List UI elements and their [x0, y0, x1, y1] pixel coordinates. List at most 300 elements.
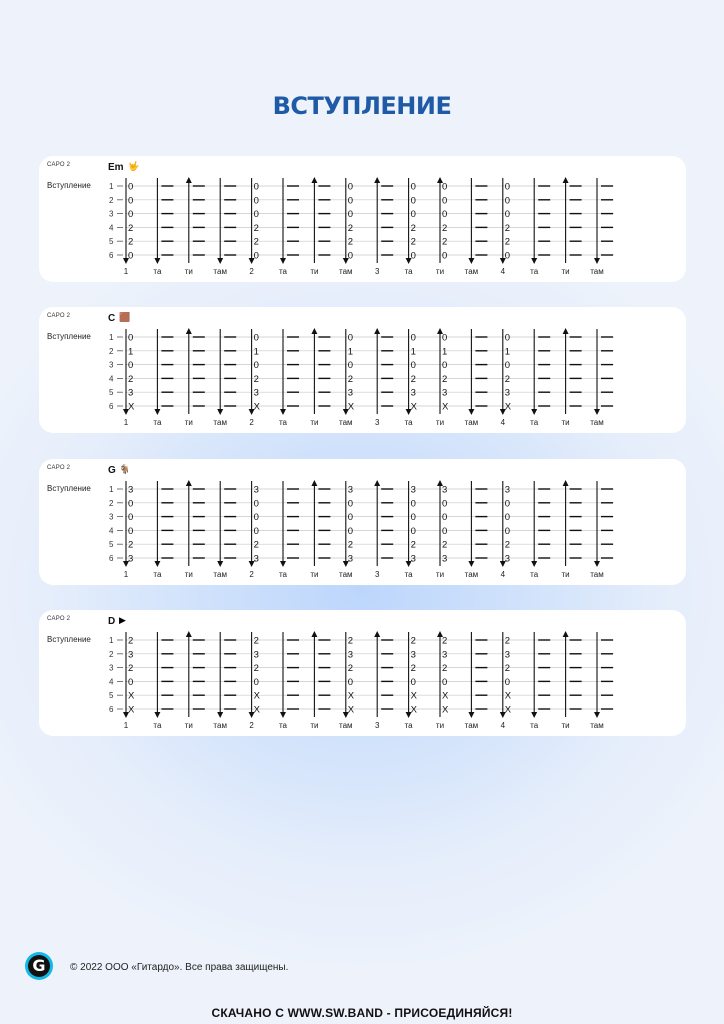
string-number: 3	[109, 360, 114, 370]
fret-number: 3	[347, 553, 354, 565]
fret-number: 0	[347, 332, 354, 344]
count-label: там	[339, 570, 353, 579]
count-label: та	[153, 570, 162, 579]
strum-arrowhead-icon	[531, 409, 537, 415]
count-label: та	[404, 721, 413, 730]
fret-number: 2	[253, 539, 259, 551]
strum-arrowhead-icon	[594, 409, 600, 415]
fret-number: 0	[347, 525, 354, 537]
string-number: 4	[109, 374, 114, 384]
count-label: ти	[184, 721, 193, 730]
strum-arrowhead-icon	[154, 409, 160, 415]
count-label: ти	[310, 267, 319, 276]
fret-number: 2	[128, 635, 134, 647]
fret-number: 2	[504, 373, 511, 385]
fret-number: 0	[253, 512, 259, 524]
fret-number: 0	[347, 181, 354, 193]
fret-number: 2	[410, 635, 416, 647]
fret-number: 0	[504, 498, 511, 510]
fret-number: 0	[253, 676, 259, 688]
fret-number: X	[442, 690, 449, 702]
fret-number: 2	[347, 539, 354, 551]
fret-number: 0	[442, 512, 448, 524]
count-label: ти	[435, 267, 445, 276]
count-label: та	[404, 267, 413, 276]
fret-number: X	[442, 704, 449, 716]
strum-arrowhead-icon	[311, 480, 317, 486]
fret-number: 0	[253, 209, 259, 221]
strum-arrowhead-icon	[374, 480, 380, 486]
strum-arrowhead-icon	[563, 631, 569, 637]
fret-number: 1	[410, 346, 416, 358]
fret-number: 3	[128, 387, 134, 399]
fret-number: 0	[128, 512, 134, 524]
fret-number: 0	[347, 360, 354, 372]
section-label: Вступление	[47, 332, 91, 341]
chord-name: C	[108, 313, 116, 324]
fret-number: X	[442, 401, 449, 413]
string-number: 1	[109, 636, 114, 645]
count-label: 2	[249, 267, 254, 276]
count-label: 1	[123, 418, 129, 427]
fret-number: 0	[410, 195, 416, 207]
fret-number: 0	[410, 512, 416, 524]
count-label: та	[404, 418, 413, 427]
fret-number: 0	[253, 181, 259, 193]
fret-number: 0	[347, 209, 354, 221]
strum-arrowhead-icon	[311, 631, 317, 637]
fret-number: 2	[442, 663, 448, 675]
count-label: 4	[500, 721, 506, 730]
strum-arrowhead-icon	[594, 712, 600, 718]
strum-arrowhead-icon	[217, 561, 223, 567]
count-label: там	[339, 721, 353, 730]
string-number: 5	[109, 691, 114, 701]
strum-arrowhead-icon	[594, 561, 600, 567]
fret-number: 3	[347, 484, 354, 496]
tab-staff	[39, 610, 686, 736]
strum-arrowhead-icon	[468, 409, 474, 415]
fret-number: 2	[442, 236, 448, 248]
fret-number: 0	[442, 209, 448, 221]
fret-number: 2	[410, 663, 416, 675]
string-number: 3	[109, 512, 114, 522]
count-label: там	[339, 418, 353, 427]
string-number: 6	[109, 251, 114, 260]
string-number: 6	[109, 554, 114, 563]
fret-number: 1	[442, 346, 448, 358]
fret-number: 2	[410, 539, 416, 551]
fret-number: 2	[128, 539, 134, 551]
count-label: там	[339, 267, 353, 276]
fret-number: 0	[253, 195, 259, 207]
capo-label: CAPO 2	[47, 616, 71, 622]
strum-arrowhead-icon	[531, 561, 537, 567]
count-label: та	[530, 267, 539, 276]
count-label: та	[153, 721, 162, 730]
play-button-icon: ▶	[119, 615, 126, 625]
section-label: Вступление	[47, 635, 91, 644]
fret-number: 0	[347, 498, 354, 510]
count-label: ти	[184, 418, 193, 427]
fret-number: 0	[347, 676, 354, 688]
fret-number: 0	[442, 332, 448, 344]
fret-number: X	[253, 704, 260, 716]
strum-arrowhead-icon	[154, 258, 160, 264]
string-number: 6	[109, 402, 114, 411]
fret-number: 0	[128, 209, 134, 221]
fret-number: 0	[128, 676, 134, 688]
fret-number: 3	[410, 553, 416, 565]
fret-number: 2	[128, 373, 134, 385]
fret-number: 0	[442, 676, 448, 688]
fret-number: 3	[410, 649, 416, 661]
strum-arrowhead-icon	[154, 712, 160, 718]
fret-number: X	[253, 690, 260, 702]
fret-number: 3	[504, 387, 511, 399]
count-label: та	[278, 721, 288, 730]
goat-icon: 🐐	[119, 464, 131, 474]
fret-number: 2	[410, 222, 416, 234]
emoji-icon: 🟫	[119, 312, 131, 322]
strum-arrowhead-icon	[217, 409, 223, 415]
string-number: 5	[109, 237, 114, 247]
string-number: 2	[109, 498, 114, 508]
strum-arrowhead-icon	[531, 712, 537, 718]
fret-number: 2	[347, 373, 354, 385]
count-label: 3	[374, 721, 380, 730]
count-label: 3	[374, 570, 380, 579]
strum-arrowhead-icon	[186, 631, 192, 637]
string-number: 2	[109, 649, 114, 659]
tab-section-card	[39, 307, 686, 433]
hand-gesture-icon: 🤟	[128, 161, 140, 171]
count-label: 3	[374, 418, 380, 427]
fret-number: X	[410, 690, 417, 702]
fret-number: X	[504, 704, 512, 716]
count-label: ти	[310, 721, 319, 730]
count-label: ти	[184, 267, 193, 276]
fret-number: 3	[347, 387, 354, 399]
fret-number: 0	[253, 250, 259, 262]
fret-number: 3	[128, 484, 134, 496]
strum-arrowhead-icon	[186, 480, 192, 486]
count-label: 1	[123, 721, 129, 730]
strum-arrowhead-icon	[374, 328, 380, 334]
count-label: ти	[435, 418, 445, 427]
strum-arrowhead-icon	[280, 409, 286, 415]
strum-arrowhead-icon	[468, 258, 474, 264]
fret-number: 0	[128, 181, 134, 193]
fret-number: X	[128, 401, 135, 413]
fret-number: 0	[504, 360, 511, 372]
fret-number: 0	[442, 360, 448, 372]
count-label: 4	[500, 418, 506, 427]
string-number: 1	[109, 182, 114, 191]
fret-number: X	[128, 690, 135, 702]
fret-number: 0	[442, 525, 448, 537]
tab-section-card	[39, 610, 686, 736]
string-number: 2	[109, 346, 114, 356]
strum-arrowhead-icon	[280, 258, 286, 264]
count-label: там	[590, 721, 604, 730]
count-label: там	[213, 418, 227, 427]
count-label: та	[404, 570, 413, 579]
fret-number: 0	[128, 525, 134, 537]
fret-number: 0	[128, 360, 134, 372]
fret-number: 0	[442, 181, 448, 193]
fret-number: X	[128, 704, 135, 716]
section-label: Вступление	[47, 181, 91, 190]
strum-arrowhead-icon	[280, 561, 286, 567]
fret-number: 3	[504, 649, 511, 661]
string-number: 4	[109, 526, 114, 536]
fret-number: 3	[442, 649, 448, 661]
fret-number: X	[410, 401, 417, 413]
copyright-text: © 2022 ООО «Гитардо». Все права защищены.	[70, 962, 289, 973]
count-label: ти	[184, 570, 193, 579]
fret-number: 2	[442, 635, 448, 647]
fret-number: 2	[410, 236, 416, 248]
fret-number: 2	[253, 373, 259, 385]
string-number: 5	[109, 388, 114, 398]
strum-arrowhead-icon	[217, 712, 223, 718]
fret-number: 0	[504, 676, 511, 688]
fret-number: 0	[504, 195, 511, 207]
count-label: там	[464, 418, 479, 427]
fret-number: 3	[442, 553, 448, 565]
count-label: та	[278, 570, 288, 579]
fret-number: 2	[504, 539, 511, 551]
fret-number: 3	[410, 484, 416, 496]
fret-number: 3	[253, 387, 259, 399]
capo-label: CAPO 2	[47, 162, 71, 168]
gitardo-logo-icon: G	[25, 952, 53, 980]
chord-name: D	[108, 616, 116, 627]
count-label: ти	[310, 418, 319, 427]
count-label: там	[464, 267, 479, 276]
fret-number: 0	[410, 676, 416, 688]
capo-label: CAPO 2	[47, 465, 71, 471]
fret-number: 2	[442, 539, 448, 551]
strum-arrowhead-icon	[186, 177, 192, 183]
chord-name: Em	[108, 162, 124, 173]
count-label: там	[213, 267, 227, 276]
fret-number: 2	[504, 236, 511, 248]
count-label: там	[213, 570, 227, 579]
fret-number: 1	[253, 346, 259, 358]
strum-arrowhead-icon	[217, 258, 223, 264]
count-label: 4	[500, 570, 506, 579]
fret-number: X	[253, 401, 260, 413]
fret-number: 2	[347, 635, 354, 647]
fret-number: 0	[410, 250, 416, 262]
count-label: та	[278, 418, 288, 427]
count-label: ти	[310, 570, 319, 579]
string-number: 5	[109, 540, 114, 550]
tab-section-card	[39, 156, 686, 282]
string-number: 3	[109, 209, 114, 219]
fret-number: 3	[253, 484, 259, 496]
fret-number: 0	[504, 525, 511, 537]
count-label: там	[590, 570, 604, 579]
fret-number: 0	[410, 209, 416, 221]
strum-arrowhead-icon	[311, 177, 317, 183]
count-label: та	[530, 418, 539, 427]
fret-number: 0	[128, 498, 134, 510]
count-label: 3	[374, 267, 380, 276]
fret-number: 2	[442, 222, 448, 234]
strum-arrowhead-icon	[374, 177, 380, 183]
fret-number: X	[410, 704, 417, 716]
tab-staff	[39, 459, 686, 585]
fret-number: 3	[442, 387, 448, 399]
fret-number: 1	[128, 346, 134, 358]
string-number: 2	[109, 195, 114, 205]
string-number: 4	[109, 223, 114, 233]
count-label: 1	[123, 267, 129, 276]
fret-number: 0	[347, 250, 354, 262]
fret-number: X	[504, 401, 512, 413]
fret-number: 0	[442, 498, 448, 510]
strum-arrowhead-icon	[468, 712, 474, 718]
fret-number: 2	[504, 635, 511, 647]
count-label: 2	[249, 570, 254, 579]
fret-number: 2	[410, 373, 416, 385]
fret-number: 0	[504, 250, 511, 262]
strum-arrowhead-icon	[374, 631, 380, 637]
fret-number: 0	[347, 195, 354, 207]
count-label: там	[590, 267, 604, 276]
tab-staff	[39, 156, 686, 282]
count-label: та	[153, 267, 162, 276]
fret-number: 2	[347, 236, 354, 248]
fret-number: 0	[347, 512, 354, 524]
fret-number: 2	[253, 663, 259, 675]
fret-number: 3	[128, 553, 134, 565]
fret-number: 0	[410, 332, 416, 344]
strum-arrowhead-icon	[563, 328, 569, 334]
count-label: ти	[435, 570, 445, 579]
fret-number: 2	[442, 373, 448, 385]
count-label: 4	[500, 267, 506, 276]
fret-number: X	[347, 704, 355, 716]
count-label: там	[590, 418, 604, 427]
strum-arrowhead-icon	[563, 177, 569, 183]
count-label: 1	[123, 570, 129, 579]
fret-number: 0	[128, 332, 134, 344]
count-label: та	[530, 721, 539, 730]
count-label: ти	[561, 721, 570, 730]
fret-number: 2	[504, 222, 511, 234]
fret-number: 2	[253, 222, 259, 234]
fret-number: 3	[253, 553, 259, 565]
fret-number: 3	[410, 387, 416, 399]
fret-number: 0	[410, 181, 416, 193]
fret-number: X	[347, 690, 355, 702]
fret-number: 0	[253, 360, 259, 372]
fret-number: 3	[504, 484, 511, 496]
fret-number: 0	[504, 181, 511, 193]
tab-section-card	[39, 459, 686, 585]
strum-arrowhead-icon	[531, 258, 537, 264]
page-title: ВСТУПЛЕНИЕ	[272, 92, 452, 120]
fret-number: 0	[504, 209, 511, 221]
count-label: там	[464, 721, 479, 730]
fret-number: 1	[347, 346, 354, 358]
count-label: там	[464, 570, 479, 579]
string-number: 1	[109, 485, 114, 494]
fret-number: 2	[253, 635, 259, 647]
strum-arrowhead-icon	[311, 328, 317, 334]
string-number: 4	[109, 677, 114, 687]
fret-number: 2	[504, 663, 511, 675]
fret-number: 0	[410, 360, 416, 372]
fret-number: 1	[504, 346, 511, 358]
download-banner[interactable]: СКАЧАНО С WWW.SW.BAND - ПРИСОЕДИНЯЙСЯ!	[211, 1006, 513, 1020]
strum-arrowhead-icon	[594, 258, 600, 264]
fret-number: 0	[253, 332, 259, 344]
strum-arrowhead-icon	[468, 561, 474, 567]
count-label: ти	[561, 418, 570, 427]
fret-number: 3	[504, 553, 511, 565]
fret-number: 0	[253, 498, 259, 510]
capo-label: CAPO 2	[47, 313, 71, 319]
fret-number: 3	[347, 649, 354, 661]
fret-number: 3	[253, 649, 259, 661]
fret-number: 2	[253, 236, 259, 248]
fret-number: 0	[504, 332, 511, 344]
section-label: Вступление	[47, 484, 91, 493]
fret-number: 2	[347, 663, 354, 675]
fret-number: 2	[128, 236, 134, 248]
fret-number: 0	[253, 525, 259, 537]
fret-number: X	[347, 401, 355, 413]
strum-arrowhead-icon	[154, 561, 160, 567]
count-label: ти	[561, 267, 570, 276]
string-number: 6	[109, 705, 114, 714]
tab-staff	[39, 307, 686, 433]
count-label: та	[530, 570, 539, 579]
fret-number: 2	[128, 222, 134, 234]
chord-name: G	[108, 465, 116, 476]
fret-number: 0	[504, 512, 511, 524]
count-label: та	[278, 267, 288, 276]
string-number: 1	[109, 333, 114, 342]
count-label: 2	[249, 721, 254, 730]
fret-number: 2	[128, 663, 134, 675]
count-label: 2	[249, 418, 254, 427]
fret-number: 0	[410, 525, 416, 537]
strum-arrowhead-icon	[186, 328, 192, 334]
fret-number: 0	[442, 250, 448, 262]
fret-number: 0	[410, 498, 416, 510]
fret-number: 0	[128, 250, 134, 262]
count-label: та	[153, 418, 162, 427]
fret-number: 0	[128, 195, 134, 207]
count-label: ти	[435, 721, 445, 730]
count-label: ти	[561, 570, 570, 579]
fret-number: 2	[347, 222, 354, 234]
strum-arrowhead-icon	[563, 480, 569, 486]
strum-arrowhead-icon	[280, 712, 286, 718]
fret-number: 0	[442, 195, 448, 207]
fret-number: X	[504, 690, 512, 702]
string-number: 3	[109, 663, 114, 673]
fret-number: 3	[128, 649, 134, 661]
count-label: там	[213, 721, 227, 730]
fret-number: 3	[442, 484, 448, 496]
